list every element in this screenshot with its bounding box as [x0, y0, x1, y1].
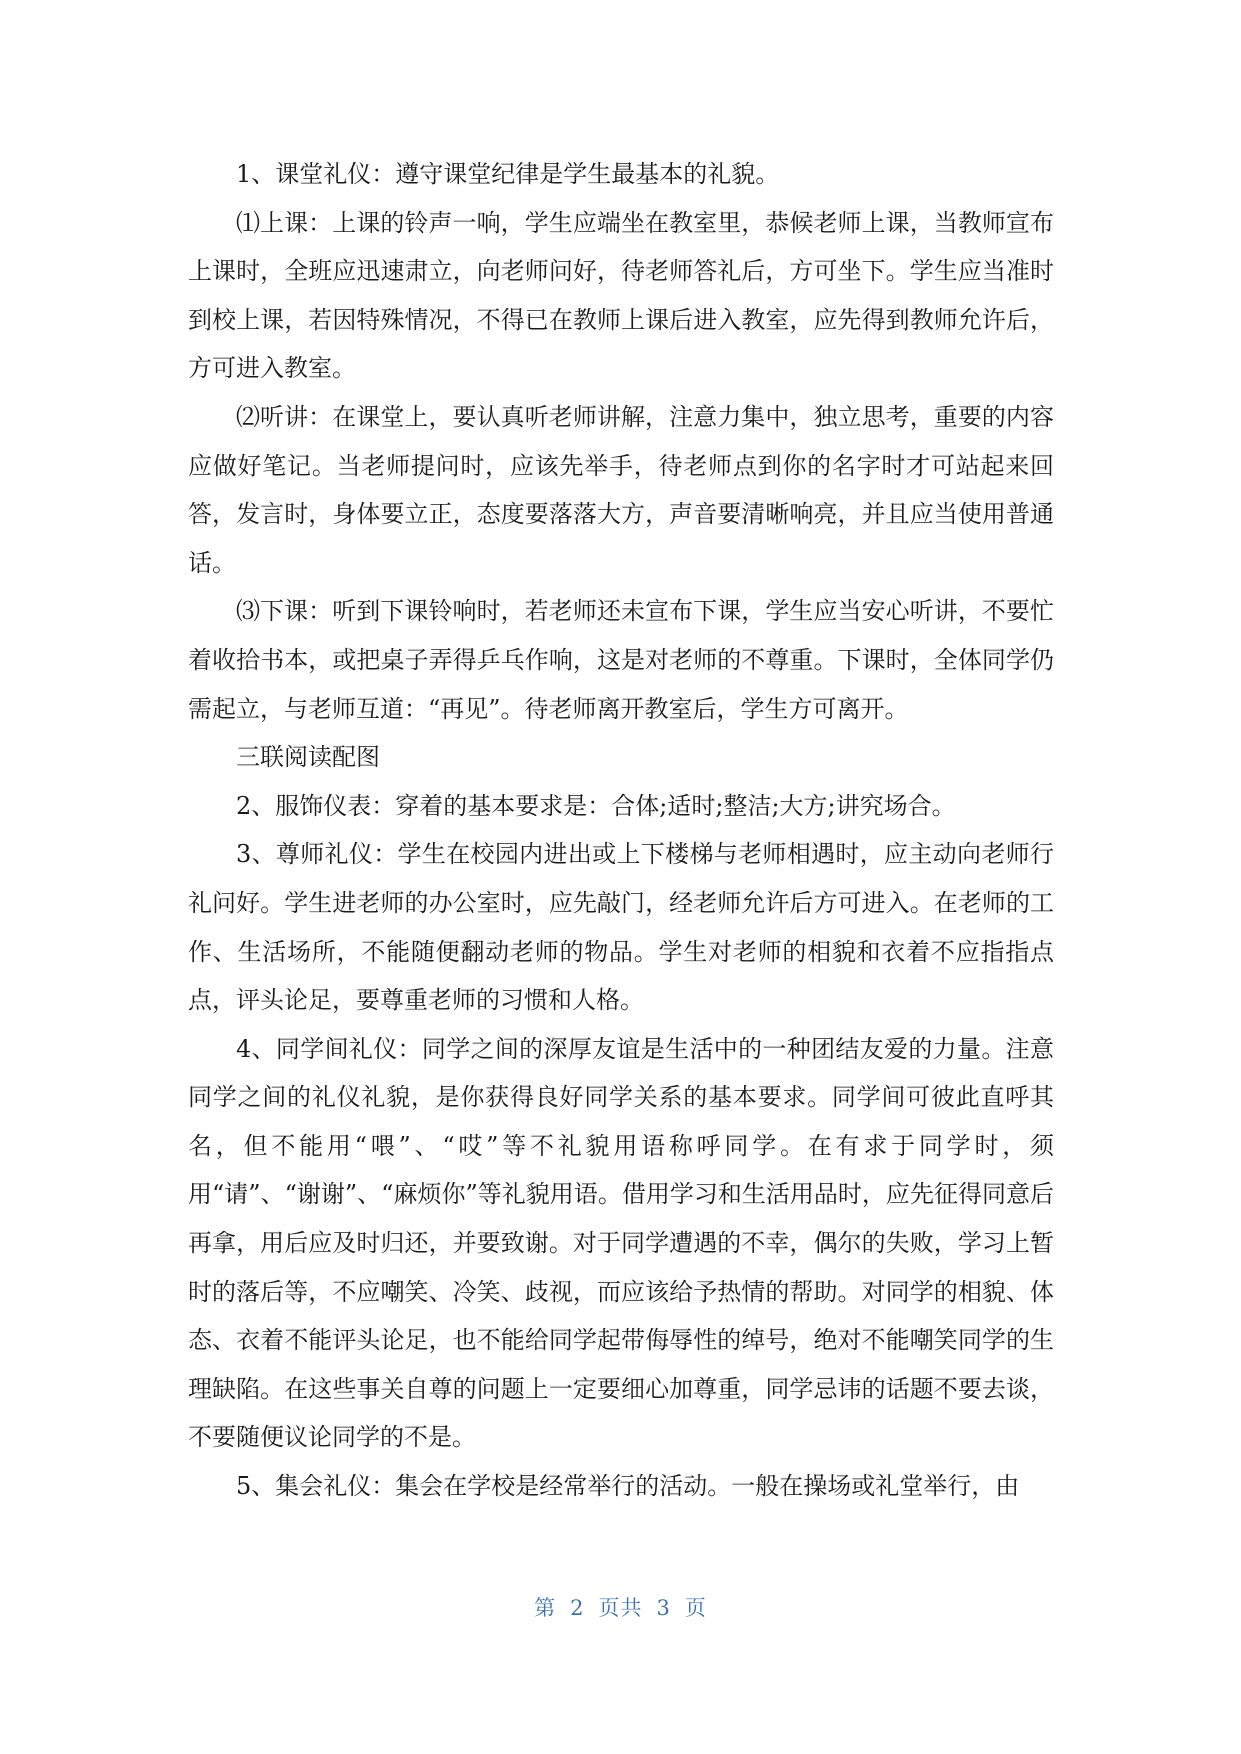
- paragraph-dress-appearance: 2、服饰仪表：穿着的基本要求是：合体;适时;整洁;大方;讲究场合。: [236, 791, 956, 820]
- paragraph-classroom-etiquette: 1、课堂礼仪：遵守课堂纪律是学生最基本的礼貌。: [236, 160, 780, 188]
- footer-total-pages: 3: [656, 1596, 671, 1620]
- paragraph-class-start: ⑴上课：上课的铃声一响，学生应端坐在教室里，恭候老师上课，当教师宣布上课时，全班应迅速肃立，向老师问好，待老师答礼后，方可坐下。学生应当准时到校上课，若因特殊情况，不得已在教师上课后进入教室，应先得到教师允许后，方可进入教室。: [188, 208, 1054, 383]
- paragraph-class-end: ⑶下课：听到下课铃响时，若老师还未宣布下课，学生应当安心听讲，不要忙着收拾书本，或把桌子弄得乒乓作响，这是对老师的不尊重。下课时，全体同学仍需起立，与老师互道：“再见”。待老师离开教室后，学生方可离开。: [188, 597, 1054, 723]
- footer-page-suffix: 页: [684, 1596, 707, 1620]
- paragraph-image-caption: 三联阅读配图: [236, 743, 380, 772]
- footer-page-prefix: 第: [534, 1596, 557, 1620]
- page-footer: [0, 1592, 1241, 1622]
- paragraph-respect-teachers: 3、尊师礼仪：学生在校园内进出或上下楼梯与老师相遇时，应主动向老师行礼问好。学生进老师的办公室时，应先敲门，经老师允许后方可进入。在老师的工作、生活场所，不能随便翻动老师的物品。学生对老师的相貌和衣着不应指指点点，评头论足，要尊重老师的习惯和人格。: [188, 840, 1054, 1015]
- paragraph-listening: ⑵听讲：在课堂上，要认真听老师讲解，注意力集中，独立思考，重要的内容应做好笔记。当老师提问时，应该先举手，待老师点到你的名字时才可站起来回答，发言时，身体要立正，态度要落落大方，声音要清晰响亮，并且应当使用普通话。: [188, 402, 1054, 577]
- footer-current-page: 2: [570, 1596, 585, 1620]
- document-body: [188, 150, 1054, 1511]
- paragraph-assembly-etiquette: 5、集会礼仪：集会在学校是经常举行的活动。一般在操场或礼堂举行，由: [236, 1472, 1020, 1501]
- footer-page-middle: 页共: [598, 1596, 643, 1620]
- paragraph-classmate-etiquette: 4、同学间礼仪：同学之间的深厚友谊是生活中的一种团结友爱的力量。注意同学之间的礼仪礼貌，是你获得良好同学关系的基本要求。同学间可彼此直呼其名，但不能用“喂”、“哎”等不礼貌用语称呼同学。在有求于同学时，须用“请”、“谢谢”、“麻烦你”等礼貌用语。借用学习和生活用品时，应先征得同意后再拿，用后应及时归还，并要致谢。对于同学遭遇的不幸，偶尔的失败，学习上暂时的落后等，不应嘲笑、冷笑、歧视，而应该给予热情的帮助。对同学的相貌、体态、衣着不能评头论足，也不能给同学起带侮辱性的绰号，绝对不能嘲笑同学的生理缺陷。在这些事关自尊的问题上一定要细心加尊重，同学忌讳的话题不要去谈，不要随便议论同学的不是。: [188, 1034, 1054, 1452]
